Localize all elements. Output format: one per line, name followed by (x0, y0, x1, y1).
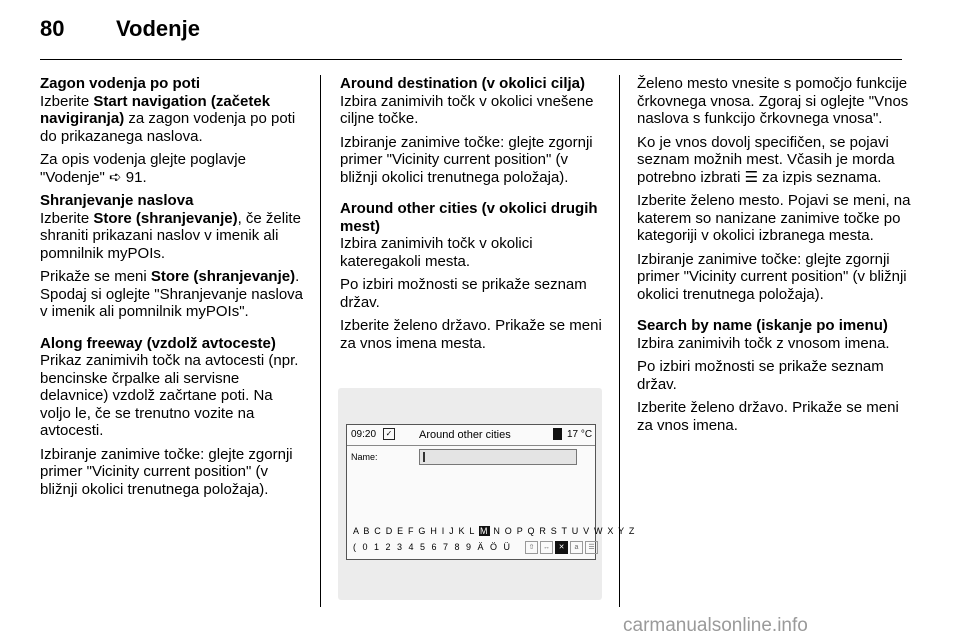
text: za zagon vodenja po poti do prikazanega naslova. (40, 110, 296, 145)
navigation-screen-image (338, 388, 636, 600)
menu-term: Store (shranjevanje) (93, 209, 238, 227)
section-heading: Zagon vodenja po poti (40, 75, 200, 92)
screen-temperature: 17 °C (567, 429, 593, 440)
menu-term: Start navigation (začetek navigiranja) (40, 92, 271, 127)
paragraph: Izberite želeno mesto. Pojavi se meni, na katerem so nanizane zanimive točke po kategoriji v okolici izbranega mesta. (637, 192, 911, 244)
text-cursor (423, 452, 425, 462)
delete-icon: ✕ (555, 541, 568, 554)
screen-display (346, 424, 636, 560)
speller-keys: A B C D E F G H I J K L (353, 526, 479, 536)
case-icon: a (570, 541, 583, 554)
list-icon: ☰ (585, 541, 598, 554)
speller-keys: N O P Q R S T U V W X Y Z (489, 526, 636, 536)
paragraph: Po izbiri možnosti se prikaže seznam držav. (637, 358, 884, 393)
speller-controls (525, 541, 598, 554)
paragraph: Izbiranje zanimive točke: glejte zgornji primer "Vicinity current position" (v bližnji okolici trenutnega položaja). (637, 250, 907, 303)
thermometer-icon (553, 428, 562, 440)
text: Prikaže se meni (40, 268, 151, 285)
text: Izberite (40, 209, 94, 227)
paragraph: Izbira zanimivih točk z vnosom imena. (637, 334, 890, 352)
speller-row-letters (353, 526, 636, 536)
section-heading: Around other cities (v okolici drugih mest) (340, 200, 598, 235)
text: , če želite shraniti prikazani naslov v imenik ali pomnilnik myPOIs. (40, 209, 301, 262)
section-heading: Along freeway (vzdolž avtoceste) (40, 334, 276, 352)
screen-title: Around other cities (419, 429, 511, 441)
paragraph: Izbira zanimivih točk v okolici vnešene ciljne točke. (340, 92, 594, 127)
paragraph (40, 268, 305, 321)
paragraph (40, 210, 305, 263)
paragraph: Izbira zanimivih točk v okolici kateregakoli mesta. (340, 235, 533, 270)
name-input-field (419, 449, 577, 465)
header-divider (40, 59, 902, 60)
paragraph: Prikaz zanimivih točk na avtocesti (npr. bencinske črpalke ali servisne delavnice) vzdolž začrtane poti. Na voljo le, če se trenutno vozite na avtocesti. (40, 352, 299, 439)
paragraph: Izberite želeno državo. Prikaže se meni za vnos imena mesta. (340, 317, 602, 352)
text: Izberite (40, 92, 94, 110)
section-heading: Search by name (iskanje po imenu) (637, 317, 888, 334)
section-heading: Around destination (v okolici cilja) (340, 75, 586, 92)
paragraph: Ko je vnos dovolj specifičen, se pojavi seznam možnih mest. Včasih je morda potrebno izbrati ☰ za izpis seznama. (637, 133, 895, 186)
page-number: 80 (40, 16, 65, 41)
paragraph: Po izbiri možnosti se prikaže seznam držav. (340, 276, 587, 311)
menu-term: Store (shranjevanje) (150, 268, 296, 285)
cursor-icon: ↔ (540, 541, 553, 554)
column-3 (637, 75, 912, 440)
column-divider-1 (320, 75, 321, 607)
paragraph: Izbiranje zanimive točke: glejte zgornji primer "Vicinity current position" (v bližnji okolici trenutnega položaja). (340, 133, 593, 186)
column-2 (340, 75, 602, 358)
paragraph: Izbiranje zanimive točke: glejte zgornji primer "Vicinity current position" (v bližnji okolici trenutnega položaja). (40, 445, 293, 498)
name-label: Name: (351, 452, 378, 462)
paragraph: Izberite želeno državo. Prikaže se meni za vnos imena. (637, 399, 899, 434)
paragraph (40, 93, 305, 146)
section-heading: Shranjevanje naslova (40, 192, 194, 209)
chapter-title: Vodenje (116, 16, 200, 41)
paragraph: Želeno mesto vnesite s pomočjo funkcije črkovnega vnosa. Zgoraj si oglejte "Vnos naslova s funkcijo črkovnega vnosa". (637, 75, 909, 127)
screen-status-bar (347, 425, 595, 446)
column-1 (40, 75, 305, 504)
watermark: carmanualsonline.info (623, 615, 808, 636)
speller-selected-key: M (480, 526, 489, 536)
speller-row-digits: ( 0 1 2 3 4 5 6 7 8 9 Ä Ö Ü (353, 542, 513, 552)
check-icon: ✓ (383, 428, 395, 440)
shift-icon: ⇧ (525, 541, 538, 554)
paragraph: Za opis vodenja glejte poglavje "Vodenje" ➪ 91. (40, 151, 246, 186)
text: . Spodaj si oglejte "Shranjevanje naslova v imenik ali pomnilnik myPOIs". (40, 268, 303, 320)
screen-clock: 09:20 (351, 429, 377, 440)
